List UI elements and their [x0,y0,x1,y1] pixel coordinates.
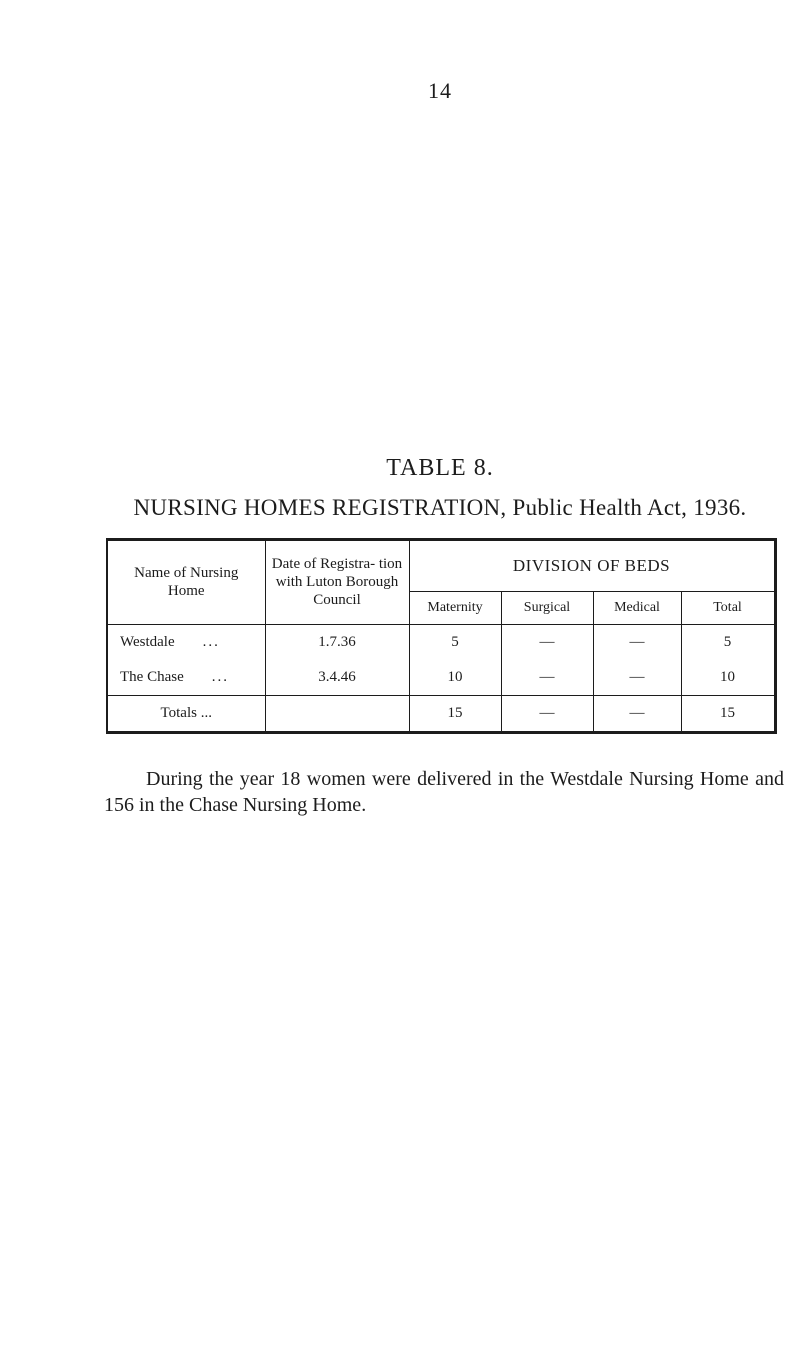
header-name: Name of Nursing Home [107,540,265,625]
nursing-homes-table-container [106,538,774,734]
header-date: Date of Registra- tion with Luton Borough Council [265,540,409,625]
row-date: 3.4.46 [265,660,409,696]
row-date: 1.7.36 [265,624,409,660]
totals-date [265,695,409,732]
row-total: 5 [681,624,775,660]
row-medical: — [593,660,681,696]
row-leader-dots: ... [211,668,229,685]
row-maternity: 10 [409,660,501,696]
page-number: 14 [428,78,452,103]
table-subtitle: NURSING HOMES REGISTRATION, Public Health Act, 1936. [133,495,747,520]
totals-maternity: 15 [409,695,501,732]
header-surgical: Surgical [501,591,593,624]
row-maternity: 5 [409,624,501,660]
header-maternity: Maternity [409,591,501,624]
totals-row [107,695,775,732]
table-row [107,660,775,696]
totals-medical: — [593,695,681,732]
table-row [107,624,775,660]
header-total: Total [681,591,775,624]
row-total: 10 [681,660,775,696]
nursing-homes-table [106,538,777,734]
totals-label: Totals ... [107,695,265,732]
row-leader-dots: ... [202,633,220,650]
row-name: Westdale [120,633,175,650]
table-title: TABLE 8. [386,455,494,481]
totals-surgical: — [501,695,593,732]
row-medical: — [593,624,681,660]
row-name: The Chase [120,668,184,685]
header-division-of-beds: DIVISION OF BEDS [409,540,775,592]
row-surgical: — [501,660,593,696]
row-surgical: — [501,624,593,660]
delivery-note: During the year 18 women were delivered in the Westdale Nursing Home and 156 in the Chase Nursing Home. [104,768,784,816]
row-name-cell [107,624,265,660]
totals-total: 15 [681,695,775,732]
header-medical: Medical [593,591,681,624]
row-name-cell [107,660,265,696]
